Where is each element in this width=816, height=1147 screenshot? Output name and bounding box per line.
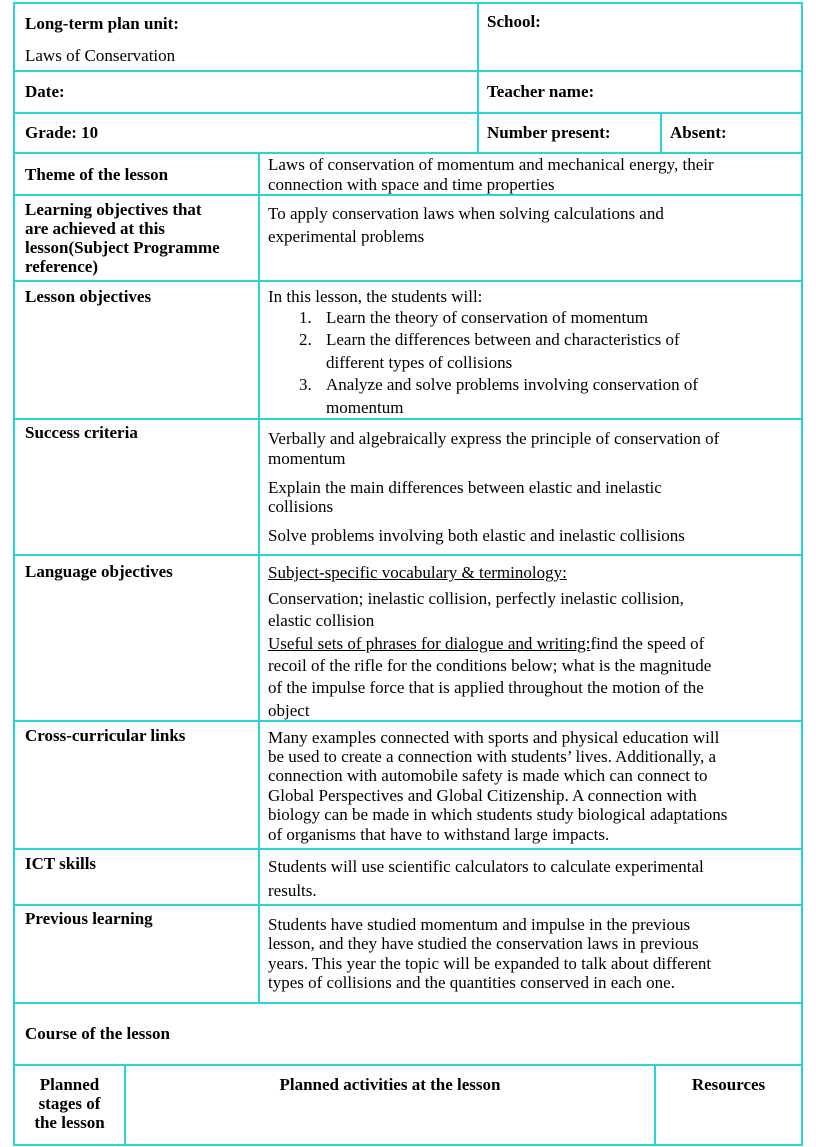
- theme-line-2: connection with space and time properties: [268, 175, 555, 194]
- learning-line-2: experimental problems: [268, 227, 425, 246]
- language-phrases-line-4: object: [268, 701, 310, 720]
- ict-label: ICT skills: [25, 854, 97, 873]
- lesson-obj-item-3a: Analyze and solve problems involving conservation of: [326, 375, 699, 394]
- language-heading-phrases: Useful sets of phrases for dialogue and writing:: [268, 634, 591, 653]
- course-label: Course of the lesson: [25, 1024, 170, 1043]
- language-phrases-line-2: recoil of the rifle for the conditions below; what is the magnitude: [268, 656, 712, 675]
- course-col-stages-1: Planned: [39, 1075, 100, 1094]
- lesson-obj-label: Lesson objectives: [25, 287, 152, 306]
- date-label: Date:: [25, 82, 65, 101]
- lesson-obj-item-3b: momentum: [326, 398, 404, 417]
- previous-line-1: Students have studied momentum and impulse in the previous: [268, 915, 691, 934]
- lesson-obj-item-2a: Learn the differences between and characteristics of: [326, 330, 680, 349]
- ict-line-1: Students will use scientific calculators to calculate experimental: [268, 857, 704, 876]
- success-p2-line-2: collisions: [268, 497, 334, 516]
- learning-line-1: To apply conservation laws when solving calculations and: [268, 204, 664, 223]
- success-p2-line-1: Explain the main differences between elastic and inelastic: [268, 478, 662, 497]
- language-phrases-line-3: of the impulse force that is applied throughout the motion of the: [268, 678, 704, 697]
- present-label: Number present:: [487, 123, 611, 142]
- course-col-stages-3: the lesson: [34, 1113, 105, 1132]
- learning-label-3: lesson(Subject Programme: [25, 238, 220, 257]
- cross-line-5: biology can be made in which students study biological adaptations: [268, 805, 728, 824]
- language-label: Language objectives: [25, 562, 173, 581]
- previous-line-3: years. This year the topic will be expanded to talk about different: [268, 954, 712, 973]
- teacher-label: Teacher name:: [487, 82, 595, 101]
- previous-line-4: types of collisions and the quantities conserved in each one.: [268, 973, 675, 992]
- course-col-activities: Planned activities at the lesson: [279, 1075, 501, 1094]
- cross-line-1: Many examples connected with sports and physical education will: [268, 728, 720, 747]
- language-vocab-line-1: Conservation; inelastic collision, perfectly inelastic collision,: [268, 589, 684, 608]
- plan-unit-value: Laws of Conservation: [25, 46, 176, 65]
- cross-line-4: Global Perspectives and Global Citizenship. A connection with: [268, 786, 697, 805]
- lesson-obj-num-2: 2.: [299, 330, 312, 349]
- success-p3: Solve problems involving both elastic and inelastic collisions: [268, 526, 685, 545]
- date-cell: [13, 70, 479, 114]
- course-col-resources: Resources: [691, 1075, 766, 1094]
- cross-line-3: connection with automobile safety is made which can connect to: [268, 766, 708, 785]
- lesson-obj-intro: In this lesson, the students will:: [268, 287, 483, 306]
- previous-label: Previous learning: [25, 909, 153, 928]
- language-vocab-line-2: elastic collision: [268, 611, 375, 630]
- course-col-stages-2: stages of: [38, 1094, 101, 1113]
- ict-line-2: results.: [268, 881, 317, 900]
- lesson-obj-num-3: 3.: [299, 375, 312, 394]
- lesson-obj-item-1: Learn the theory of conservation of momentum: [326, 308, 648, 327]
- school-label: School:: [487, 12, 541, 31]
- theme-line-1: Laws of conservation of momentum and mechanical energy, their: [268, 155, 714, 174]
- success-p1-line-1: Verbally and algebraically express the principle of conservation of: [268, 429, 720, 448]
- success-label: Success criteria: [25, 423, 138, 442]
- plan-unit-label: Long-term plan unit:: [25, 14, 179, 33]
- success-p1-line-2: momentum: [268, 449, 346, 468]
- learning-label-2: are achieved at this: [25, 219, 165, 238]
- language-heading-vocab: Subject-specific vocabulary & terminology:: [268, 563, 567, 582]
- cross-line-6: of organisms that have to withstand large impacts.: [268, 825, 610, 844]
- learning-label-1: Learning objectives that: [25, 200, 202, 219]
- absent-label: Absent:: [670, 123, 727, 142]
- grade-label: Grade: 10: [25, 123, 99, 142]
- language-phrases-line-1: [268, 634, 704, 653]
- lesson-obj-num-1: 1.: [299, 308, 312, 327]
- previous-line-2: lesson, and they have studied the conservation laws in previous: [268, 934, 699, 953]
- lesson-obj-item-2b: different types of collisions: [326, 353, 513, 372]
- language-phrase-start: find the speed of: [590, 634, 705, 653]
- cross-label: Cross-curricular links: [25, 726, 186, 745]
- theme-label: Theme of the lesson: [25, 165, 169, 184]
- cross-line-2: be used to create a connection with students’ lives. Additionally, a: [268, 747, 717, 766]
- learning-label-4: reference): [25, 257, 98, 276]
